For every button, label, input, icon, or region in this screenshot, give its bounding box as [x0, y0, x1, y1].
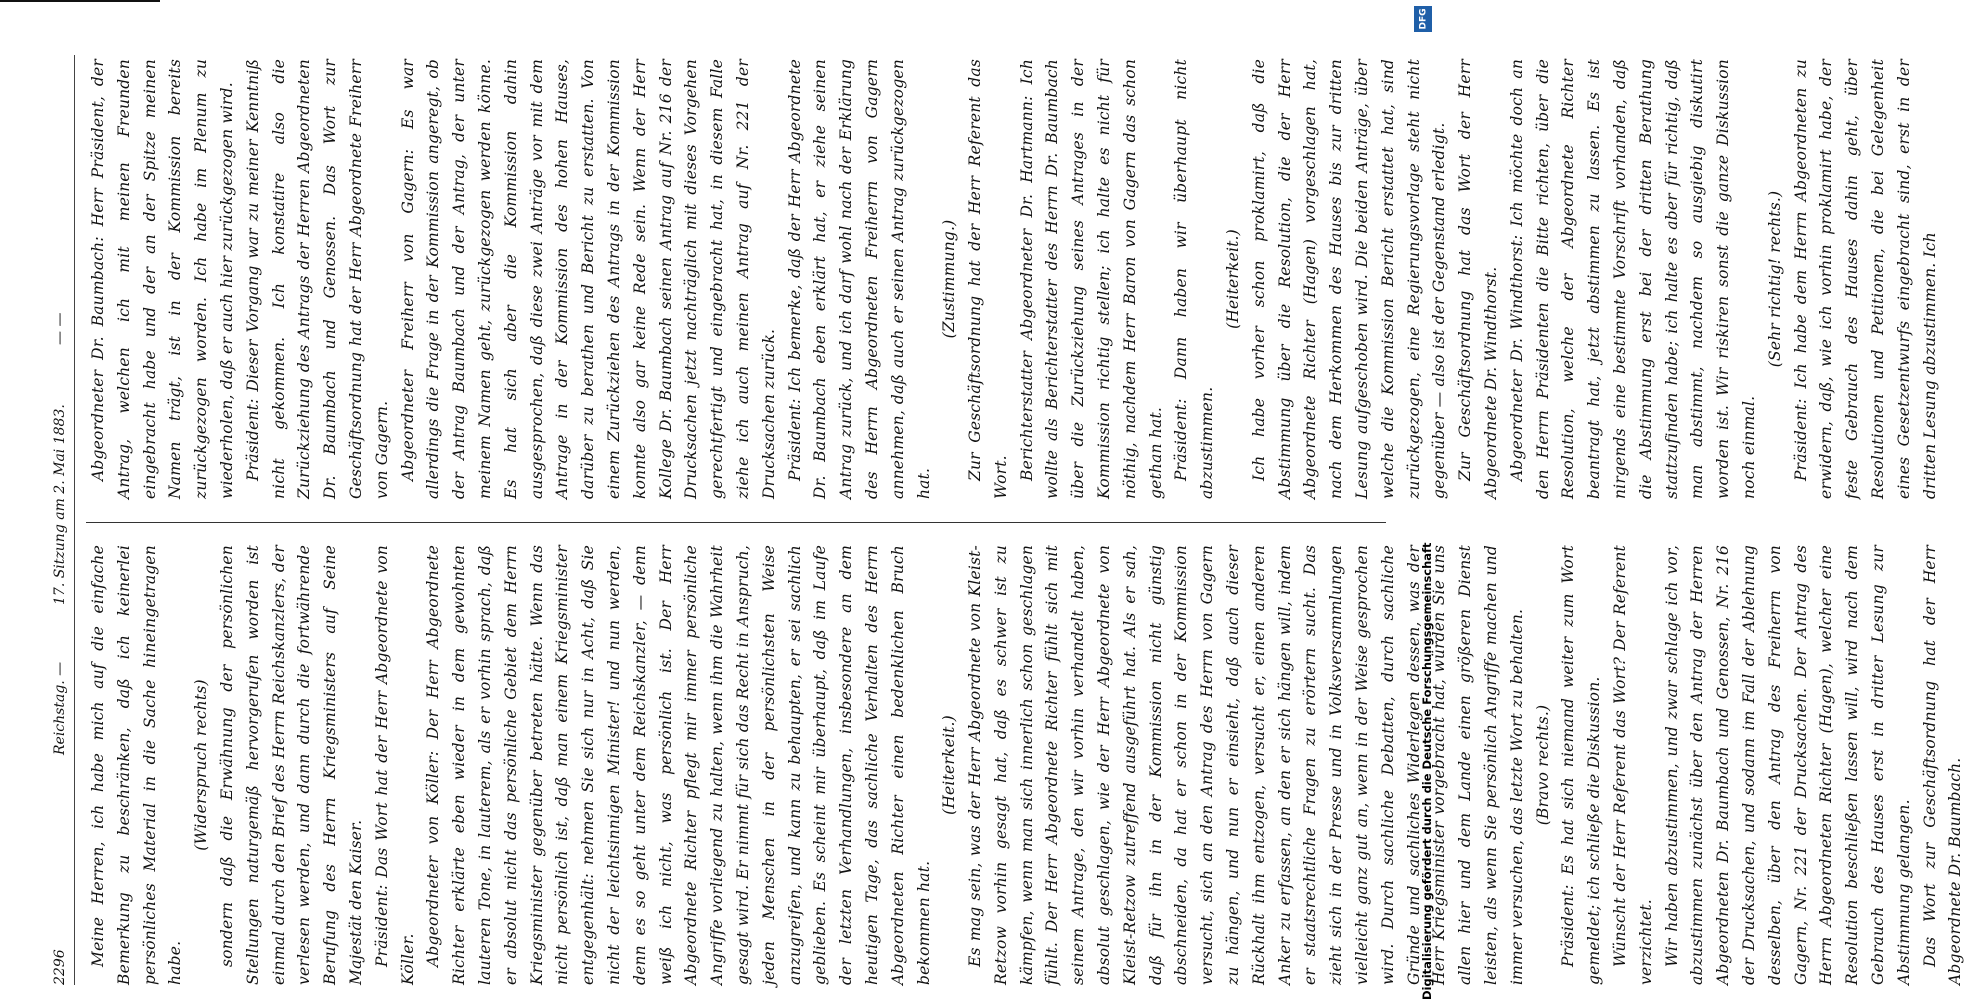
paragraph: Präsident: Es hat sich niemand weiter zum Wort gemeldet; ich schließe die Diskussion.	[1559, 545, 1604, 985]
right-column	[86, 59, 1939, 499]
paragraph: Zur Geschäftsordnung hat der Herr Referent das Wort.	[966, 59, 1010, 499]
paragraph: Abgeordneter Dr. Windthorst: Ich möchte doch an den Herrn Präsidenten die Bitte richten, über die Resolution, welche der Abgeordnete Richter beantragt hat, jetzt abstimmen zu lassen. Es ist nirgends eine bestimmte Vorschrift vorhanden, daß die Abstimmung erst bei der dritten Berathung stattzufinden habe; ich halte es aber für richtig, daß man abstimmt, nachdem so ausgiebig diskutirt worden ist. Wir riskiren sonst die ganze Diskussion noch einmal.	[1507, 59, 1758, 499]
paragraph: Berichterstatter Abgeordneter Dr. Hartmann: Ich wollte als Berichterstatter des Herrn Dr. Baumbach über die Zurückziehung seines Antrages in der Kommission richtig stellen; ich halte es nicht für nöthig, nachdem Herr Baron von Gagern das schon gethan hat.	[1017, 59, 1165, 499]
paragraph: Wünscht der Herr Referent das Wort? Der Referent verzichtet.	[1611, 545, 1655, 985]
paragraph: Das Wort zur Geschäftsordnung hat der Herr Abgeordnete Dr. Baumbach.	[1920, 545, 1965, 985]
paragraph: Meine Herren, ich habe mich auf die einfache Bemerkung zu beschränken, daß ich keinerlei persönliches Material in die Sache hineingetragen habe.	[89, 545, 185, 985]
stage-direction: (Heiterkeit.)	[940, 715, 959, 815]
header-dashes: — —	[52, 312, 68, 345]
paragraph: Ich habe vorher schon proklamirt, daß die Abstimmung über die Resolution, die der Herr Abgeordnete Richter (Hagen) vorgeschlagen hat, nach dem Herkommen des Hauses bis zur dritten Lesung aufgeschoben wird. Die beiden Anträge, über welche die Kommission Bericht erstattet hat, sind zurückgezogen, eine Regierungsvorlage steht nicht gegenüber — also ist der Gegenstand erledigt.	[1249, 59, 1449, 499]
stage-direction: (Sehr richtig! rechts.)	[1765, 190, 1784, 368]
dfg-logo	[1414, 6, 1432, 32]
paragraph: Abgeordneter Freiherr von Gagern: Es war allerdings die Frage in der Kommission angeregt, ob der Antrag Baumbach und der Antrag, der unter meinem Namen geht, zurückgezogen werden könne. Es hat sich aber die Kommission dahin ausgesprochen, daß diese zwei Anträge vor mit dem Antrage in der Kommission des hohen Hauses, darüber zu berathen und Bericht zu erstatten. Von einem Zurückziehen des Antrags in der Kommission konnte also gar keine Rede sein. Wenn der Herr Kollege Dr. Baumbach seinen Antrag auf Nr. 216 der Drucksachen jetzt nachträglich mit dieses Vorgehen gerechtfertigt und eingebracht hat, in diesem Falle ziehe ich auch meinen Antrag auf Nr. 221 der Drucksachen zurück.	[398, 59, 778, 499]
stage-direction: (Heiterkeit.)	[1224, 229, 1243, 329]
scan-edge	[0, 0, 160, 2]
paragraph: Präsident: Ich bemerke, daß der Herr Abgeordnete Dr. Baumbach eben erklärt hat, er ziehe seinen Antrag zurück, und ich darf wohl nach der Erklärung des Herrn Abgeordneten Freiherrn von Gagern annehmen, daß auch er seinen Antrag zurückgezogen hat.	[785, 59, 933, 499]
paragraph: Abgeordneter von Köller: Der Herr Abgeordnete Richter erklärte eben wieder in dem gewohnten lauteren Tone, in lauterem, als er vorhin sprach, daß er absolut nicht das persönliche Gebiet dem Herrn Kriegsminister gegenüber betreten hätte. Wenn das nicht persönlich ist, daß man einem Kriegsminister entgegenhält: nehmen Sie sich nur in Acht, daß Sie nicht der leichtsinnigen Minister! und nun werden, denn es so geht unter dem Reichskanzler, — denn weiß ich nicht, was persönlich ist. Der Herr Abgeordnete Richter pflegt mir immer persönliche Angriffe vorliegend zu halten, wenn ihm die Wahrheit gesagt wird. Er nimmt für sich das Recht in Anspruch, jeden Menschen in der persönlichsten Weise anzugreifen, und kann zu behaupten, er sei sachlich geblieben. Es scheint mir überhaupt, daß im Laufe der letzten Verhandlungen, insbesondere an dem heutigen Tage, das sachliche Verhalten des Herrn Abgeordneten Richter einen bedenklichen Bruch bekommen hat.	[424, 545, 933, 985]
paragraph: Präsident: Dann haben wir überhaupt nicht abzustimmen.	[1172, 59, 1217, 499]
header-rule	[74, 55, 75, 985]
header-left: Reichstag. —	[52, 661, 68, 755]
margin-note	[1388, 40, 1434, 1000]
stage-direction: (Bravo rechts.)	[1533, 704, 1552, 826]
paragraph: Präsident: Ich habe dem Herrn Abgeordneten zu erwidern, daß, wie ich vorhin proklamirt habe, der feste Gebrauch des Hauses dahin geht, über Resolutionen und Petitionen, die bei Gelegenheit eines Gesetzentwurfs eingebracht sind, erst in der dritten Lesung abzustimmen. Ich	[1791, 59, 1939, 499]
paragraph: Wir haben abzustimmen, und zwar schlage ich vor, abzustimmen zunächst über den Antrag der Herren Abgeordneten Dr. Baumbach und Genossen, Nr. 216 der Drucksachen, und sodann im Fall der Ablehnung desselben, über den Antrag des Freiherrn von Gagern, Nr. 221 der Drucksachen. Der Antrag des Herrn Abgeordneten Richter (Hagen), welcher eine Resolution beschließen lassen will, wird nach dem Gebrauch des Hauses erst in dritter Lesung zur Abstimmung gelangen.	[1662, 545, 1913, 985]
paragraph: sondern daß die Erwähnung der persönlichen Stellungen naturgemäß hervorgerufen worden ist einmal durch den Brief des Herrn Reichskanzlers, der verlesen werden, und dann durch die fortwährende Berufung des Herrn Kriegsministers auf Seine Majestät den Kaiser.	[217, 545, 365, 985]
column-divider	[86, 522, 1386, 523]
paragraph: Abgeordneter Dr. Baumbach: Herr Präsident, der Antrag, welchen ich mit meinen Freunden eingebracht habe und der an der Spitze meinen Namen trägt, ist in der Kommission bereits zurückgezogen worden. Ich habe im Plenum zu wiederholen, daß er auch hier zurückgezogen wird.	[89, 59, 236, 499]
paragraph: Es mag sein, was der Herr Abgeordnete von Kleist-Retzow vorhin gesagt hat, daß es schwer ist zu kämpfen, wenn man sich innerlich schon geschlagen fühlt. Der Herr Abgeordnete Richter fühlt sich mit seinem Antrage, den wir vorhin verhandelt haben, absolut geschlagen, wie der Herr Abgeordnete von Kleist-Retzow zutreffend ausgeführt hat. Als er sah, daß für ihn in der Kommission nicht günstig abschneiden, da hat er schon in der Kommission versucht, sich an den Antrag des Herrn von Gagern zu hängen, und nun er einsieht, daß auch dieser Rückhalt ihm entzogen, versucht er, einen anderen Anker zu erfassen, an den er sich hängen will, indem er staatsrechtliche Fragen zu erörtern sucht. Das zieht sich in der Presse und in Volksversammlungen vielleicht ganz gut an, wenn in der Weise gesprochen wird. Durch sachliche Debatten, durch sachliche Gründe und sachliches Widerlegen dessen, was der Herr Kriegsminister vorgebracht hat, würden Sie uns allen hier und dem Lande einen größeren Dienst leisten, als wenn Sie persönlich Angriffe machen und immer versuchen, das letzte Wort zu behalten.	[966, 545, 1526, 985]
stage-direction: (Widerspruch rechts)	[192, 679, 211, 851]
stage-direction: (Zustimmung.)	[940, 219, 959, 339]
paragraph: Präsident: Dieser Vorgang war zu meiner Kenntniß nicht gekommen. Ich konstatire also die Zurückziehung des Antrags der Herren Abgeordneten Dr. Baumbach und Genossen. Das Wort zur Geschäftsordnung hat der Herr Abgeordnete Freiherr von Gagern.	[243, 59, 391, 499]
page-number: 2296	[52, 949, 68, 985]
paragraph: Präsident: Das Wort hat der Herr Abgeordnete von Köller.	[372, 545, 417, 985]
paragraph: Zur Geschäftsordnung hat das Wort der Herr Abgeordnete Dr. Windthorst.	[1456, 59, 1501, 499]
page-header	[50, 55, 74, 985]
header-session: 17. Sitzung am 2. Mai 1883.	[52, 404, 68, 605]
digitization-note: Digitalisierung gefördert durch die Deutsche Forschungsgemeinschaft	[1420, 542, 1434, 1000]
dfg-logo-text: DFG	[1418, 8, 1429, 30]
